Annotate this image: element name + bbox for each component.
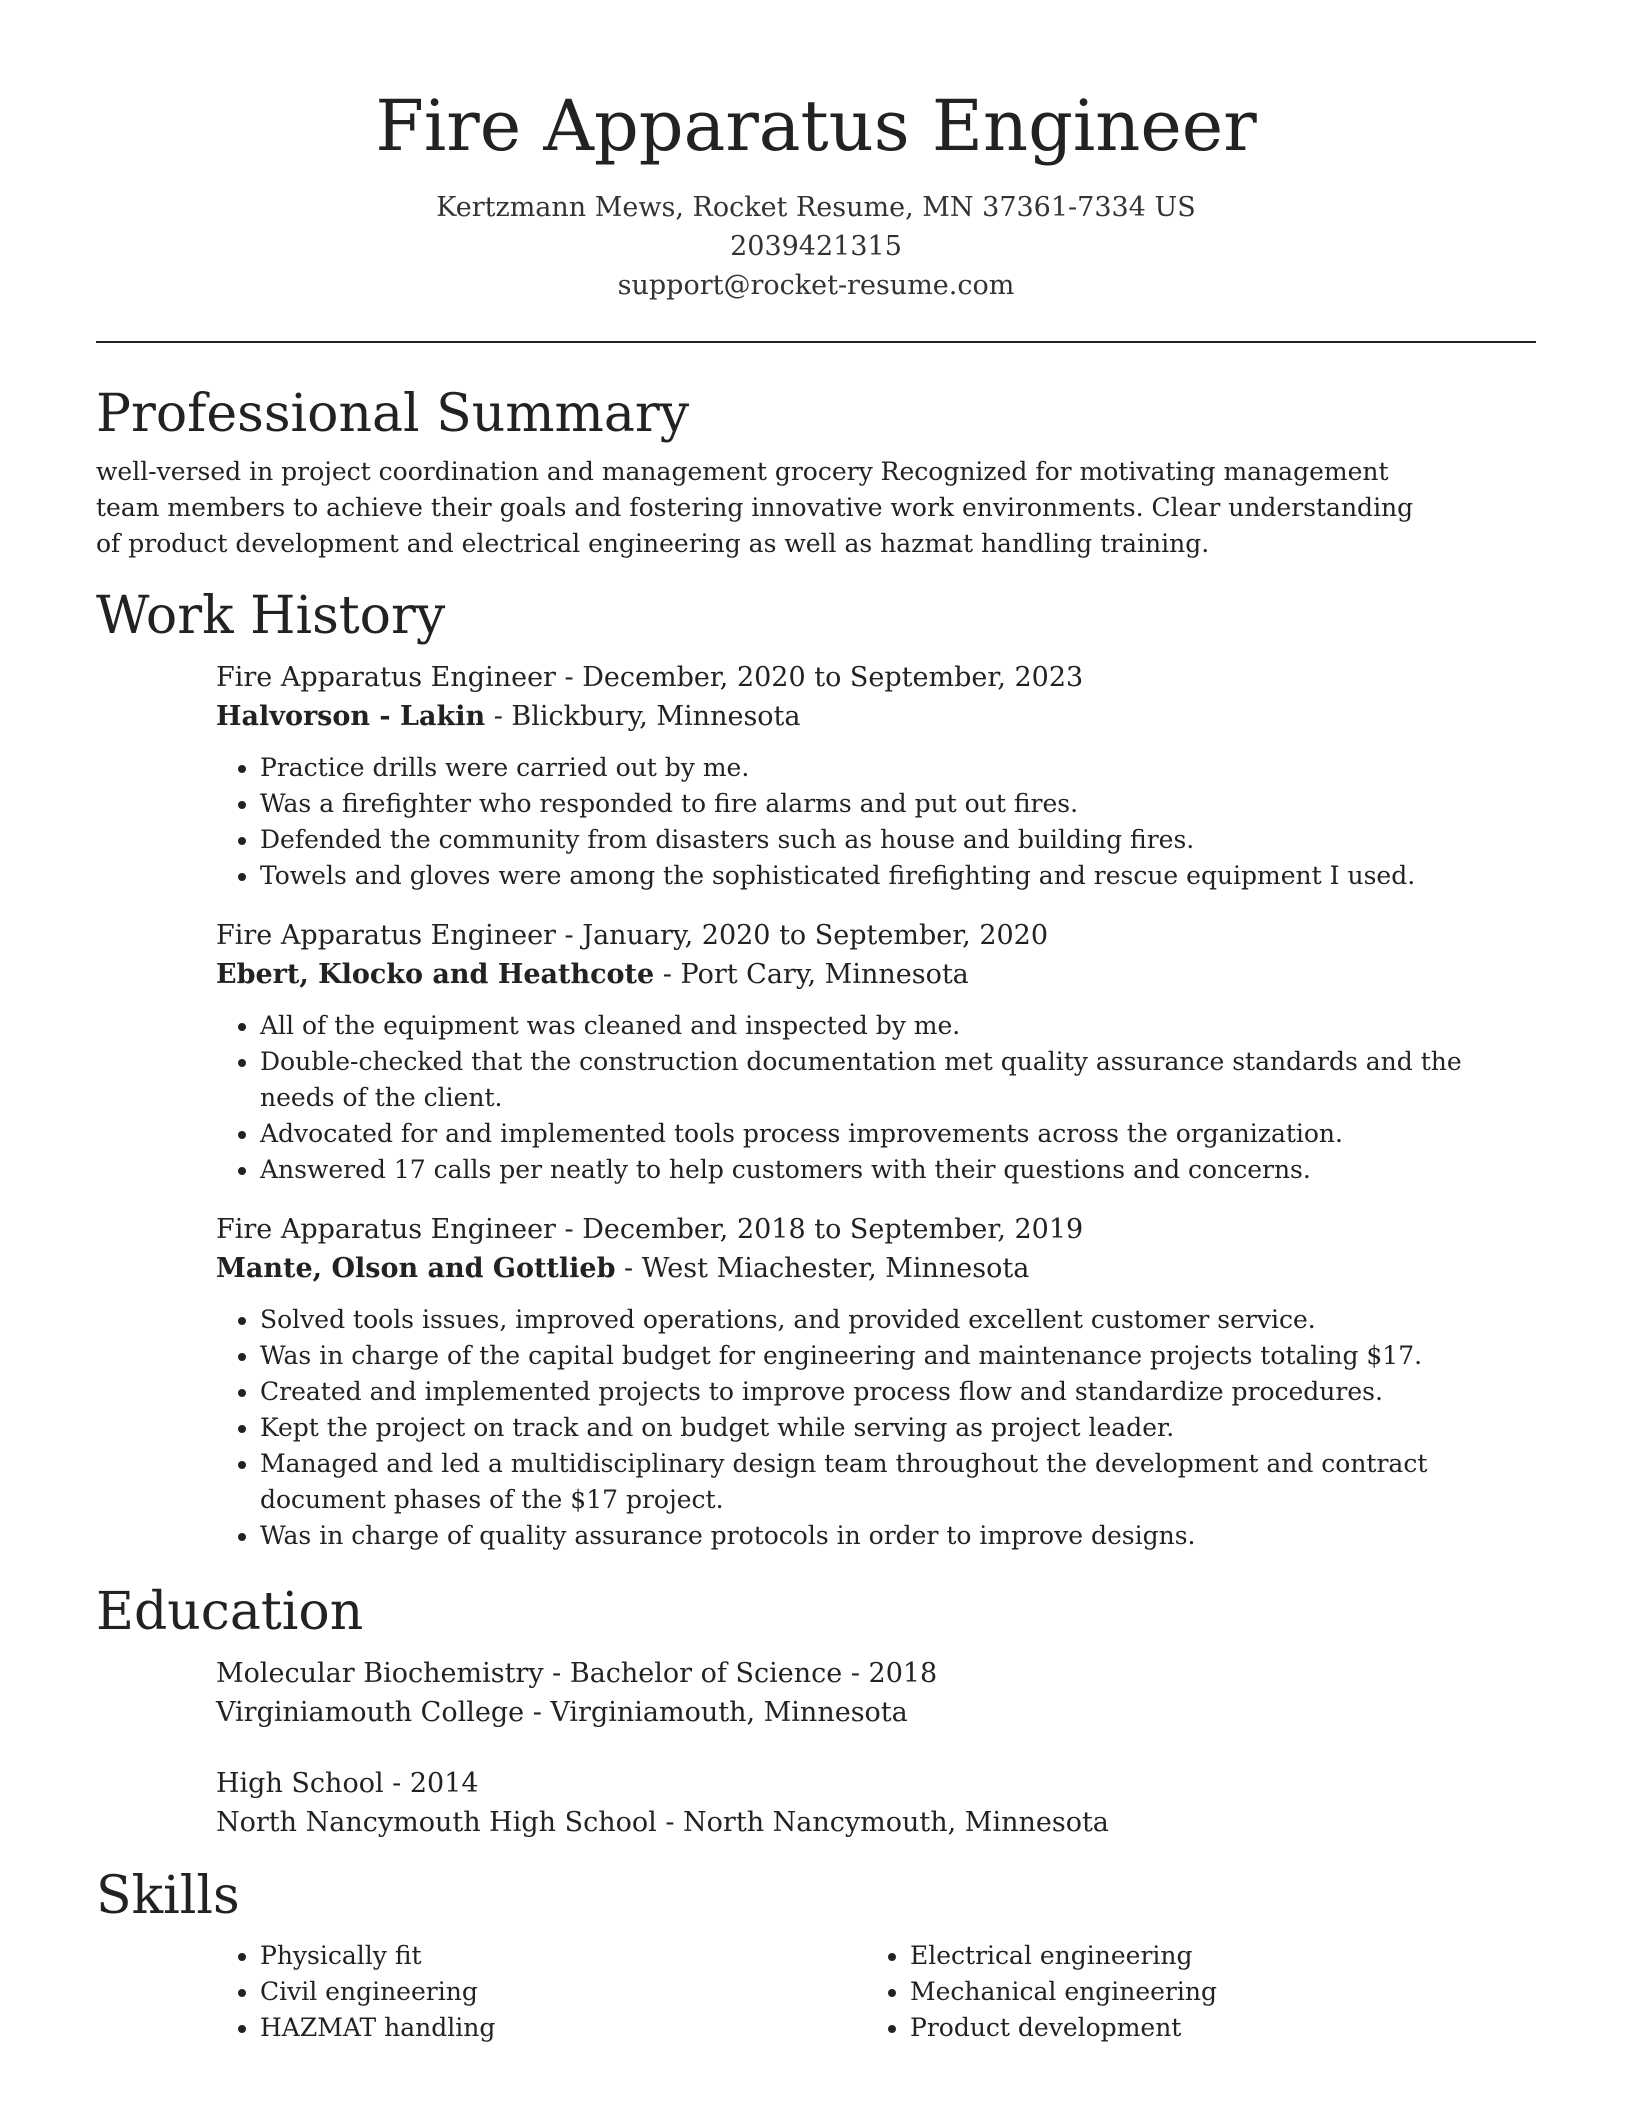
job-company: Mante, Olson and Gottlieb [216, 1253, 616, 1284]
job-company-line [216, 955, 1536, 994]
job-duty: • Solved tools issues, improved operations, and provided excellent customer service. [260, 1302, 1536, 1338]
job-duties [216, 1008, 1536, 1188]
education-school: North Nancymouth High School [216, 1807, 657, 1838]
job-dates: - December, 2018 to September, 2019 [555, 1214, 1084, 1245]
education-year: - 2018 [842, 1658, 938, 1689]
job-duty: • Was in charge of the capital budget for engineering and maintenance projects totaling $17. [260, 1338, 1536, 1374]
job-company-line [216, 1249, 1536, 1288]
education-degree: High School [216, 1768, 384, 1799]
resume-body [96, 378, 1536, 2046]
job-entry [216, 1210, 1536, 1554]
contact-email: support@rocket-resume.com [617, 270, 1015, 301]
skills-heading: Skills [96, 1866, 240, 1926]
education-school-line [216, 1693, 1536, 1732]
skill-item: • HAZMAT handling [260, 2010, 866, 2046]
contact-address: Kertzmann Mews, Rocket Resume, MN 37361-7334 US [436, 192, 1196, 223]
education-degree-line [216, 1764, 1536, 1803]
job-title-line [216, 916, 1536, 955]
job-title: Fire Apparatus Engineer [216, 1214, 556, 1245]
skill-item: • Civil engineering [260, 1974, 866, 2010]
job-duty: • Answered 17 calls per neatly to help customers with their questions and concerns. [260, 1152, 1536, 1188]
education-year: - 2014 [383, 1768, 479, 1799]
job-dates: - December, 2020 to September, 2023 [555, 662, 1084, 693]
job-duty: • Defended the community from disasters such as house and building fires. [260, 822, 1536, 858]
skill-item: • Electrical engineering [910, 1938, 1530, 1974]
job-location: - West Miachester, Minnesota [615, 1253, 1030, 1284]
education-degree-line [216, 1654, 1536, 1693]
job-location: - Port Cary, Minnesota [654, 959, 969, 990]
education-entry [216, 1764, 1536, 1842]
job-entry [216, 658, 1536, 894]
resume-header [0, 0, 1632, 305]
job-title-line [216, 658, 1536, 697]
resume-title: Fire Apparatus Engineer [375, 85, 1257, 167]
job-company-line [216, 697, 1536, 736]
work-history-heading: Work History [96, 586, 446, 646]
job-duty: • Kept the project on track and on budget while serving as project leader. [260, 1410, 1536, 1446]
work-history-list [216, 658, 1536, 1554]
job-company: Ebert, Klocko and Heathcote [216, 959, 655, 990]
skill-item: • Mechanical engineering [910, 1974, 1530, 2010]
job-dates: - January, 2020 to September, 2020 [555, 920, 1049, 951]
education-list [216, 1654, 1536, 1842]
job-duty: • Advocated for and implemented tools process improvements across the organization. [260, 1116, 1536, 1152]
education-location: - North Nancymouth, Minnesota [656, 1807, 1109, 1838]
contact-phone: 2039421315 [730, 231, 902, 262]
education-school: Virginiamouth College [216, 1697, 525, 1728]
job-duty: • Practice drills were carried out by me. [260, 750, 1536, 786]
education-heading: Education [96, 1582, 364, 1642]
job-duties [216, 1302, 1536, 1554]
education-school-line [216, 1803, 1536, 1842]
skill-item: • Physically fit [260, 1938, 866, 1974]
education-location: - Virginiamouth, Minnesota [524, 1697, 908, 1728]
job-duty: • All of the equipment was cleaned and inspected by me. [260, 1008, 1536, 1044]
summary-text: well-versed in project coordination and management grocery Recognized for motivating management team members to achieve their goals and fostering innovative work environments. Clear understanding of product development and electrical engineering as well as hazmat handling training. [96, 457, 1414, 558]
job-duties [216, 750, 1536, 894]
job-duty: • Double-checked that the construction documentation met quality assurance standards and the needs of the client. [260, 1044, 1536, 1116]
job-duty: • Towels and gloves were among the sophisticated firefighting and rescue equipment I used. [260, 858, 1536, 894]
job-title: Fire Apparatus Engineer [216, 920, 556, 951]
skills-column-left [216, 1938, 866, 2046]
job-title-line [216, 1210, 1536, 1249]
skills-list [216, 1938, 1536, 2046]
summary-heading: Professional Summary [96, 384, 690, 444]
job-entry [216, 916, 1536, 1188]
job-company: Halvorson - Lakin [216, 701, 486, 732]
skills-column-right [866, 1938, 1530, 2046]
education-degree: Molecular Biochemistry - Bachelor of Science [216, 1658, 843, 1689]
education-entry [216, 1654, 1536, 1732]
job-title: Fire Apparatus Engineer [216, 662, 556, 693]
job-duty: • Was a firefighter who responded to fire alarms and put out fires. [260, 786, 1536, 822]
job-duty: • Created and implemented projects to improve process flow and standardize procedures. [260, 1374, 1536, 1410]
job-duty: • Managed and led a multidisciplinary design team throughout the development and contract document phases of the $17 project. [260, 1446, 1536, 1518]
header-divider [96, 341, 1536, 343]
job-location: - Blickbury, Minnesota [485, 701, 801, 732]
job-duty: • Was in charge of quality assurance protocols in order to improve designs. [260, 1518, 1536, 1554]
skill-item: • Product development [910, 2010, 1530, 2046]
contact-info [0, 188, 1632, 305]
